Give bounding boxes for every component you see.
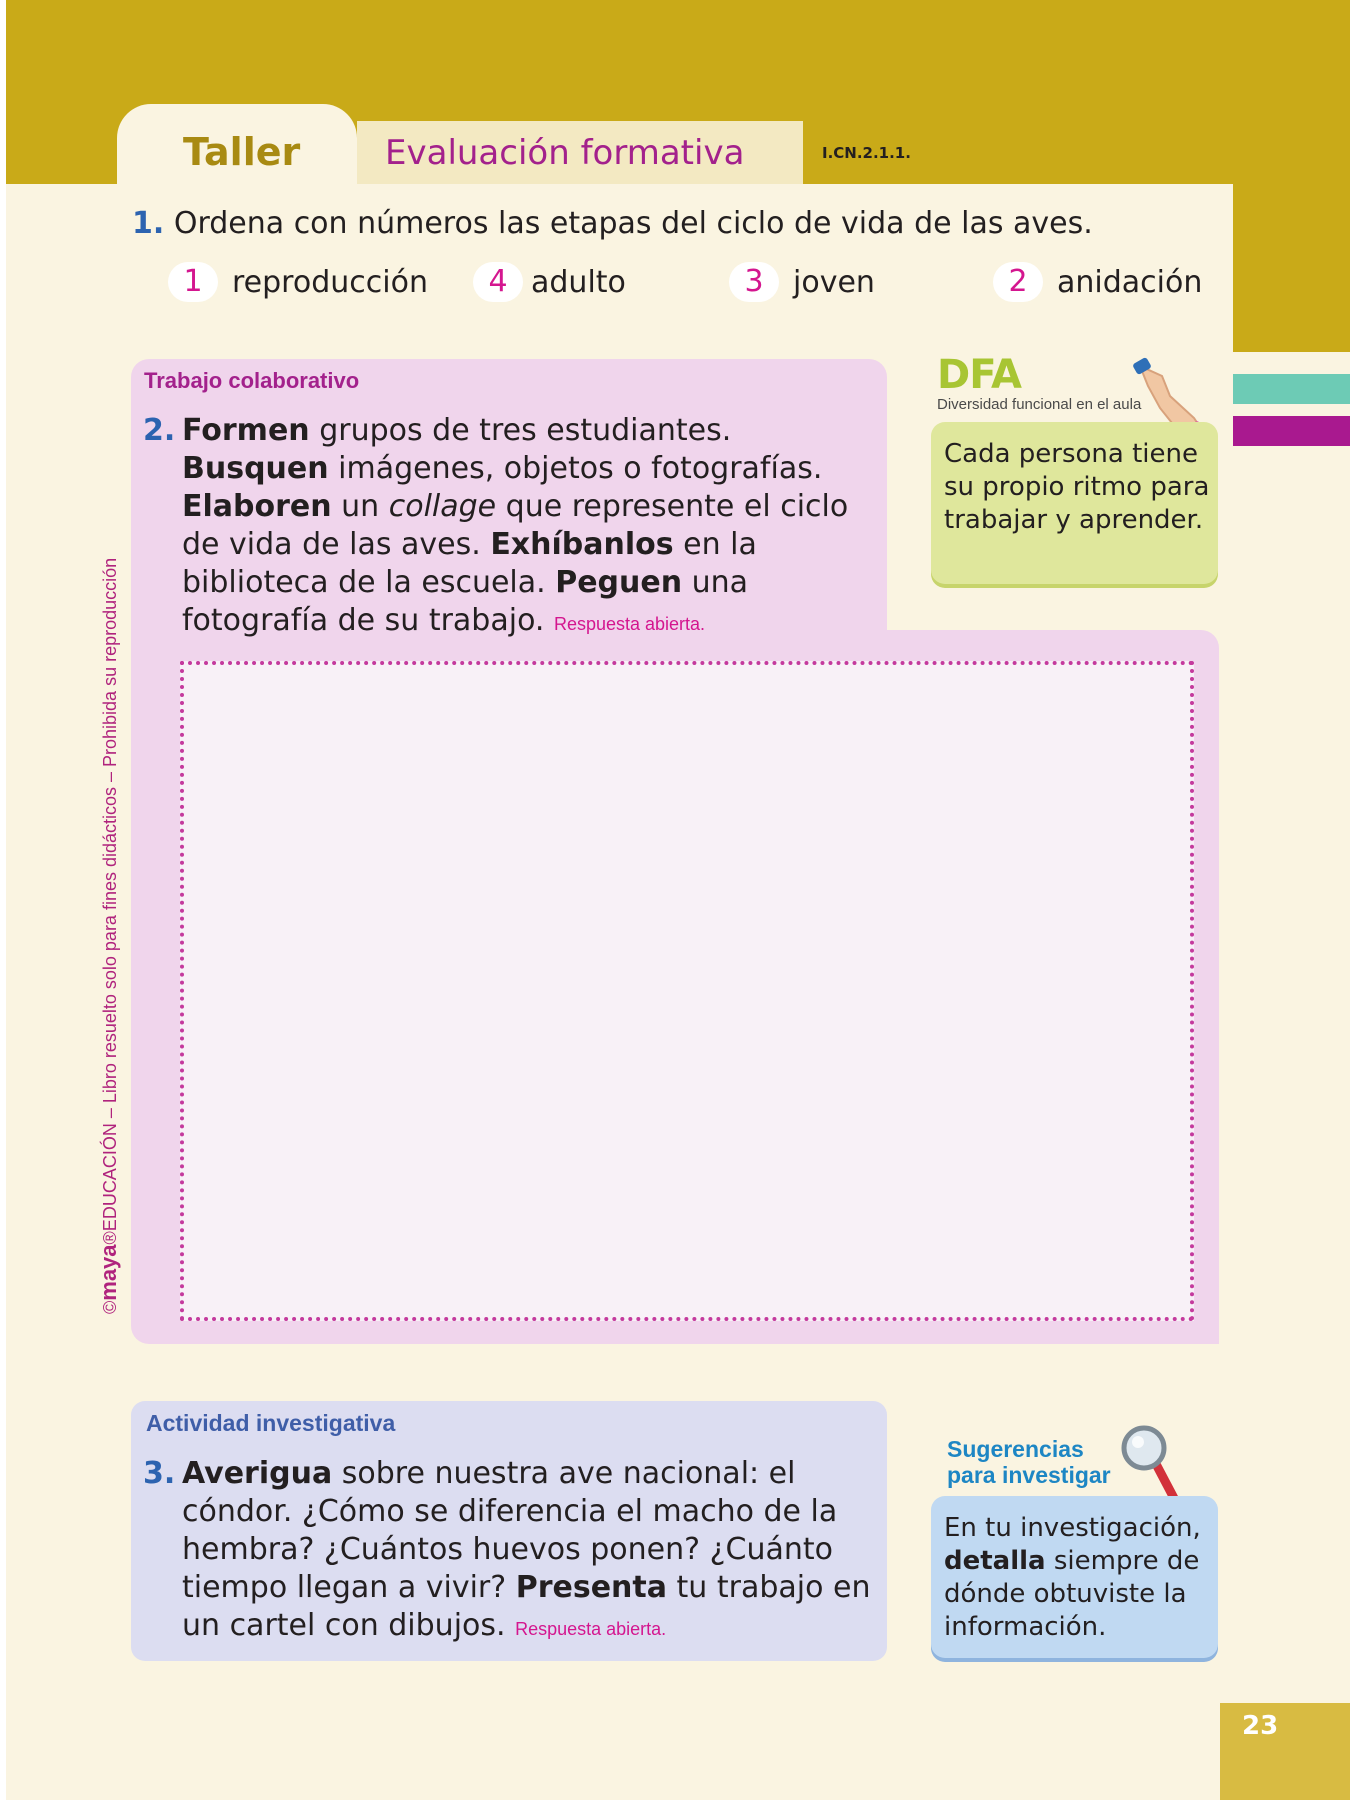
stage-number-badge[interactable]: 4 (473, 262, 523, 302)
instruction-text: que represente el ciclo de vida de las aves. (182, 489, 849, 562)
publisher-brand: maya (96, 1244, 121, 1301)
instruction-text: imágenes, objetos o fotografías. (328, 451, 823, 486)
indicator-code: I.CN.2.1.1. (822, 144, 911, 162)
magenta-strip (1233, 416, 1350, 446)
stage-number-badge[interactable]: 2 (993, 262, 1043, 302)
suggestions-title (947, 1436, 1127, 1488)
section-label: Taller (183, 130, 301, 174)
subtitle-tab (357, 121, 803, 184)
stage-label: joven (793, 264, 875, 300)
stage-label: anidación (1057, 264, 1203, 300)
question-body (182, 1455, 873, 1648)
question-body (182, 412, 873, 643)
instruction-verb: Elaboren (182, 489, 332, 524)
stage-item (729, 262, 875, 302)
teal-strip (1233, 374, 1350, 404)
dfa-subtitle: Diversidad funcional en el aula (937, 396, 1142, 413)
question-number: 2. (143, 413, 176, 448)
research-title: Actividad investigativa (146, 1410, 396, 1436)
suggestions-text-part: En tu investigación, (944, 1513, 1201, 1543)
collage-photo-area[interactable] (180, 661, 1194, 1321)
suggestions-text-bold: detalla (944, 1546, 1046, 1576)
copyright-symbol: © (100, 1300, 120, 1314)
page-number: 23 (1242, 1711, 1279, 1741)
question-number: 1. (132, 206, 165, 241)
suggestions-title-line: para investigar (947, 1462, 1111, 1488)
suggestions-text (944, 1512, 1216, 1644)
stage-item (473, 262, 626, 302)
answer-note: Respuesta abierta. (515, 1619, 667, 1639)
suggestions-text-part: siempre de dónde obtuviste la información. (944, 1546, 1200, 1642)
copyright-notice (96, 558, 122, 1314)
stage-number-badge[interactable]: 3 (729, 262, 779, 302)
instruction-text: una fotografía de su trabajo. (182, 565, 749, 638)
instruction-text: sobre nuestra ave nacional: el cóndor. ¿Cómo se diferencia el macho de la hembra? ¿Cuántos huevos ponen? ¿Cuánto tiempo llegan a vivir? (182, 1456, 838, 1605)
question-3 (143, 1455, 873, 1648)
instruction-italic: collage (388, 489, 497, 524)
page-edge (0, 0, 6, 1800)
stage-label: adulto (531, 264, 626, 300)
instruction-verb: Peguen (555, 565, 683, 600)
question-2 (143, 412, 873, 643)
stage-number-badge[interactable]: 1 (168, 262, 218, 302)
instruction-verb: Exhíbanlos (490, 527, 674, 562)
question-verb: Ordena (173, 206, 285, 241)
question-1 (132, 206, 1093, 241)
copyright-text: ®EDUCACIÓN – Libro resuelto solo para fines didácticos – Prohibida su reproducción (100, 557, 120, 1245)
instruction-verb: Busquen (182, 451, 329, 486)
dfa-title: DFA (937, 352, 1021, 398)
dfa-text: Cada persona tiene su propio ritmo para trabajar y aprender. (944, 439, 1210, 535)
instruction-text: en la biblioteca de la escuela. (182, 527, 757, 600)
instruction-text: tu trabajo en un cartel con dibujos. (182, 1570, 871, 1643)
question-text: con números las etapas del ciclo de vida de las aves. (284, 206, 1093, 241)
instruction-verb: Averigua (182, 1456, 333, 1491)
stage-label: reproducción (232, 264, 428, 300)
suggestions-title-line: Sugerencias (947, 1436, 1084, 1462)
collaborative-title: Trabajo colaborativo (144, 368, 360, 393)
section-tab (117, 104, 357, 184)
answer-note: Respuesta abierta. (553, 614, 706, 634)
instruction-verb: Presenta (515, 1570, 667, 1605)
page-number-box (1220, 1703, 1350, 1800)
instruction-text: un (331, 489, 389, 524)
side-band (1233, 184, 1350, 352)
instruction-verb: Formen (182, 413, 310, 448)
stage-item (993, 262, 1202, 302)
question-number: 3. (143, 1456, 176, 1491)
subtitle-label: Evaluación formativa (385, 133, 745, 173)
stage-item (168, 262, 428, 302)
instruction-text: grupos de tres estudiantes. (309, 413, 732, 448)
